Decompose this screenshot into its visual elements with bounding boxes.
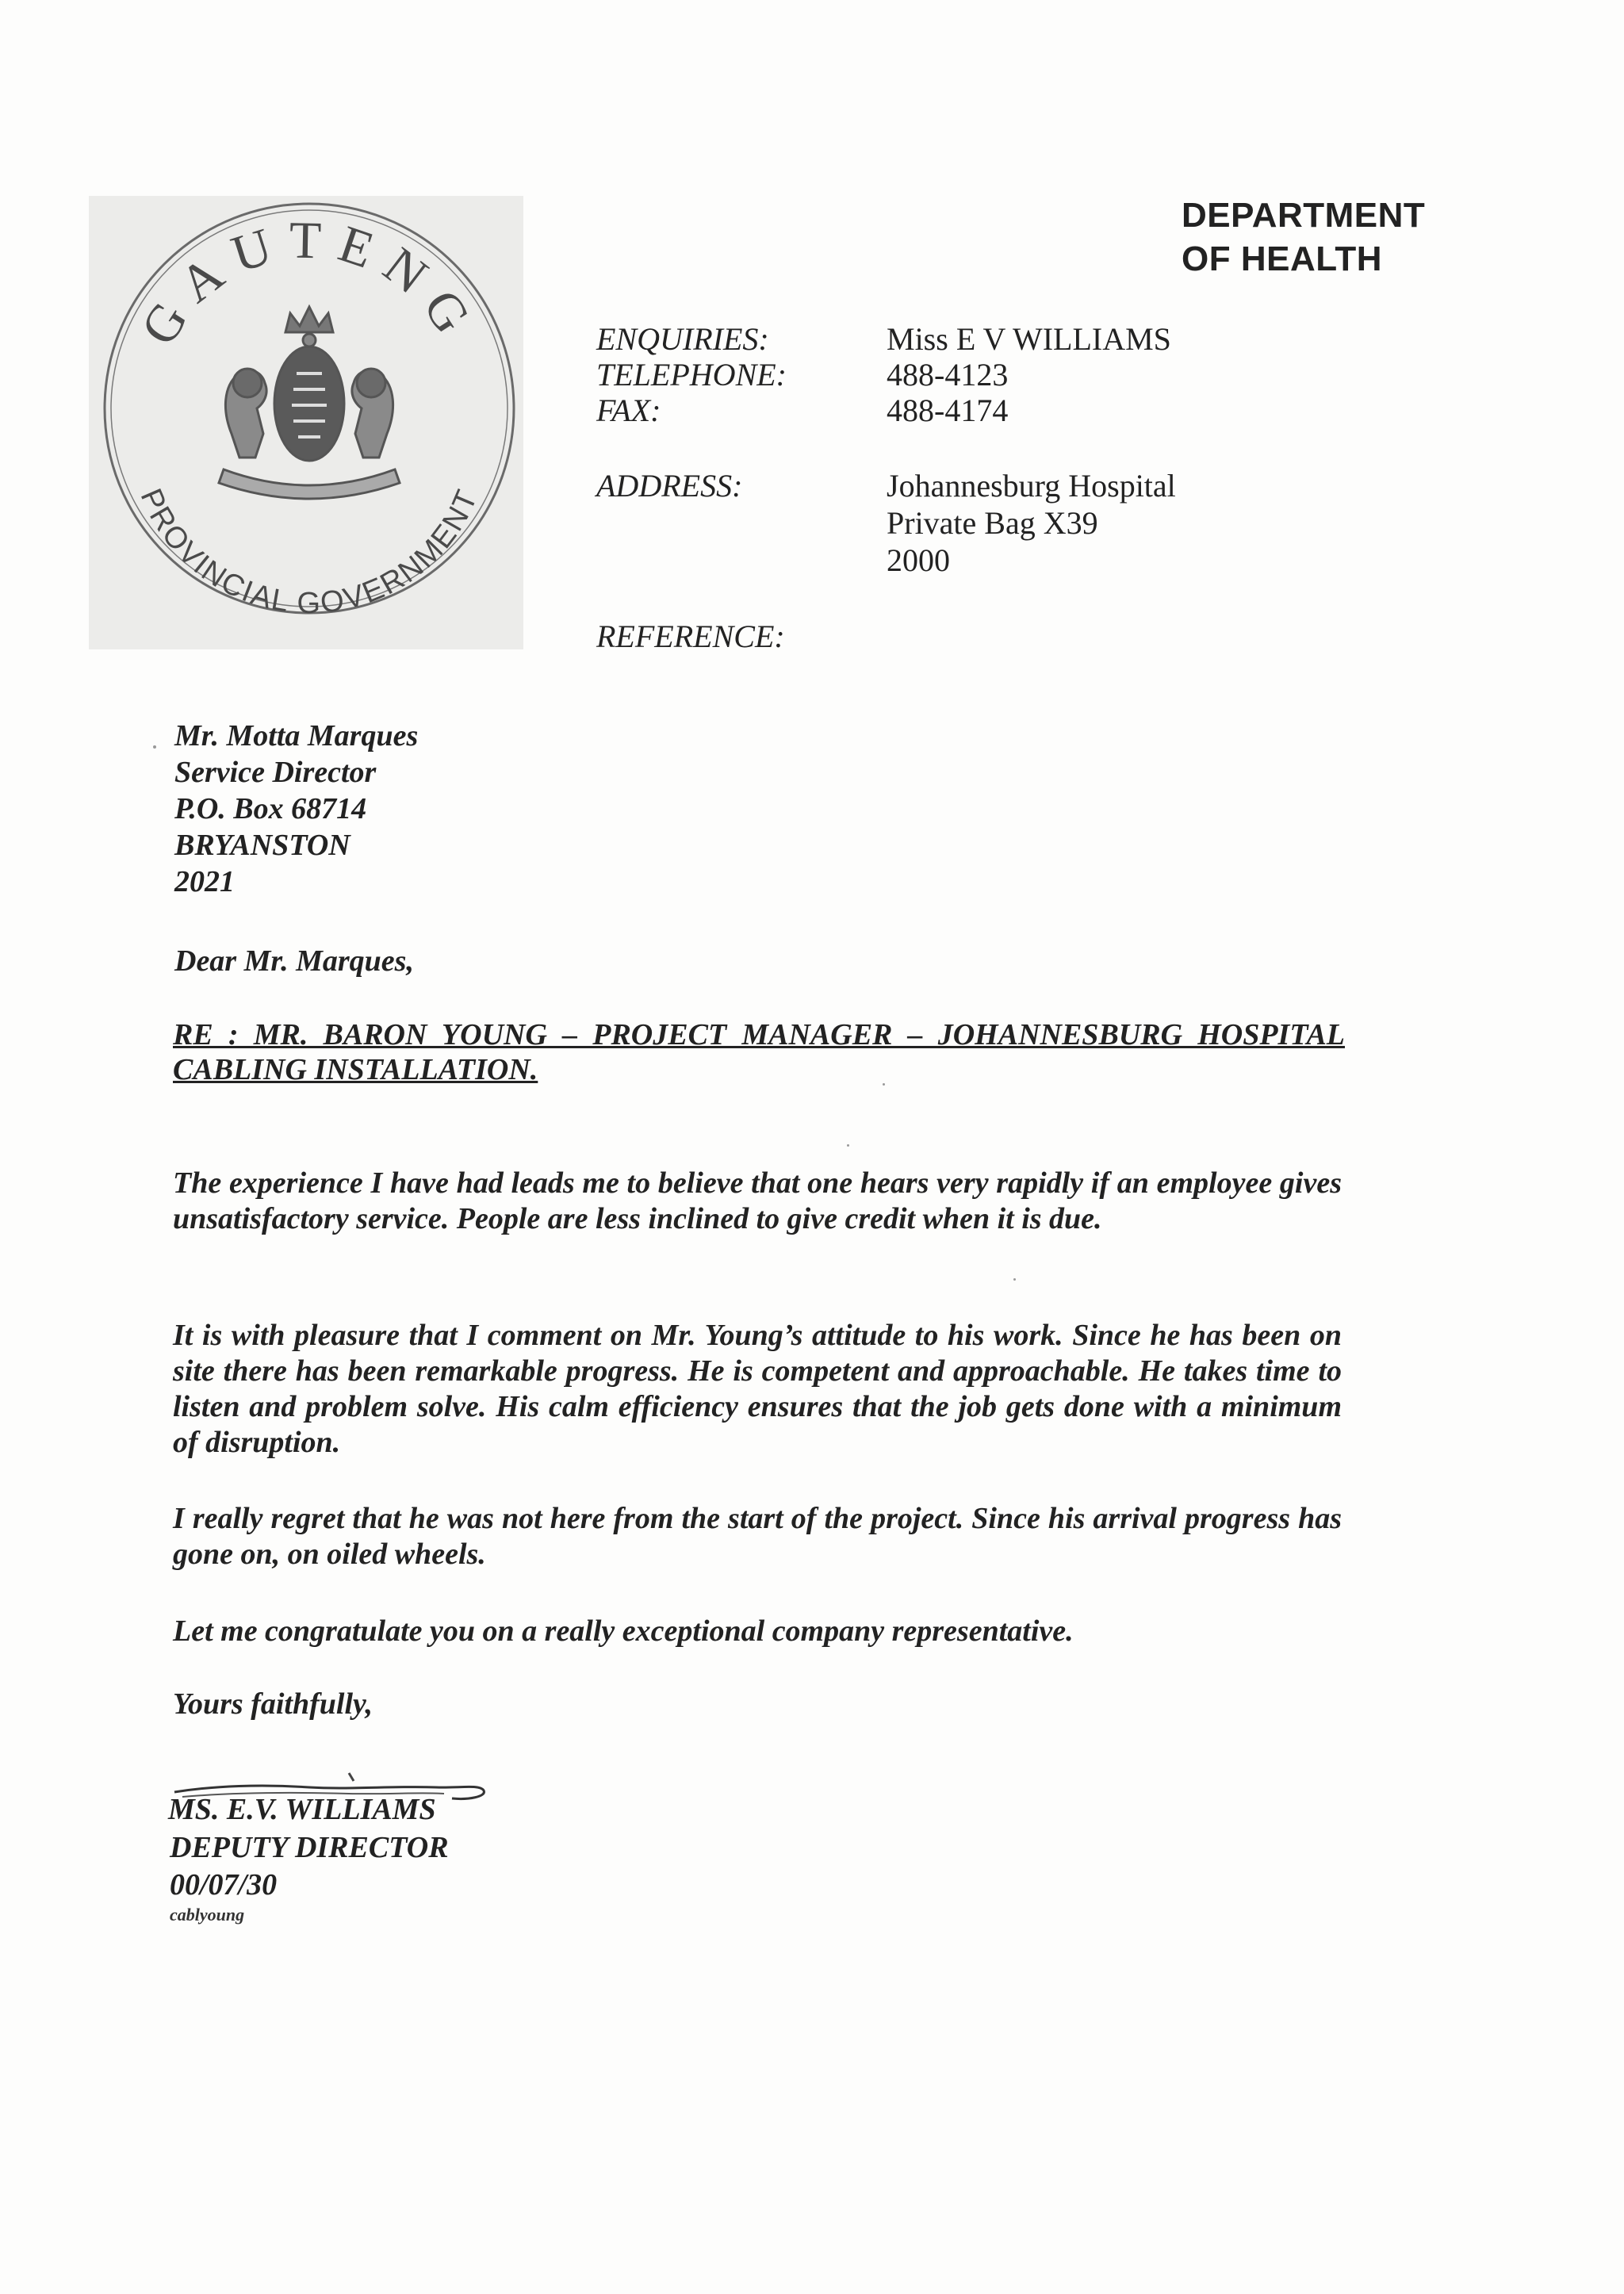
enquiries-value: Miss E V WILLIAMS [887, 321, 1171, 357]
body-paragraph-1: The experience I have had leads me to believe that one hears very rapidly if an employee gives unsatisfactory service. People are less inclined to give credit when it is due. [173, 1166, 1342, 1235]
file-reference: cablyoung [170, 1905, 245, 1924]
recipient-line: Service Director [174, 756, 377, 789]
body-paragraph-2: It is with pleasure that I comment on Mr. Young’s attitude to his work. Since he has been on site there has been remarkable progress. He is competent and approachable. He takes time to listen and problem solve. His calm efficiency ensures that the job gets done with a minimum of disruption. [173, 1319, 1342, 1459]
signatory-name: MS. E.V. WILLIAMS [168, 1793, 436, 1826]
gauteng-provincial-seal [89, 196, 523, 649]
scan-speck [1013, 1278, 1016, 1281]
svg-text:PROVINCIAL GOVERNMENT [134, 484, 485, 620]
reference-label: REFERENCE: [596, 618, 785, 654]
seal-emblem-icon [89, 196, 523, 649]
closing: Yours faithfully, [173, 1687, 373, 1721]
body-paragraph-3: I really regret that he was not here from the start of the project. Since his arrival progress has gone on, on oiled wheels. [173, 1502, 1342, 1571]
salutation: Dear Mr. Marques, [174, 944, 414, 978]
department-heading [1182, 193, 1425, 281]
scan-speck [847, 1144, 849, 1147]
recipient-line: 2021 [174, 865, 235, 898]
subject-line: RE : MR. BARON YOUNG – PROJECT MANAGER – JOHANNESBURG HOSPITAL CABLING INSTALLATION. [173, 1018, 1345, 1086]
department-line-2: OF HEALTH [1182, 239, 1382, 278]
department-line-1: DEPARTMENT [1182, 196, 1426, 235]
address-line-3: 2000 [887, 542, 950, 578]
recipient-address [174, 718, 418, 900]
recipient-line: BRYANSTON [174, 829, 350, 862]
address-line-2: Private Bag X39 [887, 505, 1098, 541]
seal-bottom-text: PROVINCIAL GOVERNMENT [133, 484, 485, 621]
enquiries-label: ENQUIRIES: [596, 321, 769, 357]
scan-speck [153, 745, 156, 749]
body-paragraph-4: Let me congratulate you on a really exceptional company representative. [173, 1614, 1074, 1648]
seal-top-text: GAUTENG [129, 211, 489, 355]
signatory-title: DEPUTY DIRECTOR [170, 1831, 449, 1864]
recipient-line: P.O. Box 68714 [174, 792, 367, 825]
fax-label: FAX: [596, 393, 661, 428]
telephone-label: TELEPHONE: [596, 357, 787, 393]
telephone-value: 488-4123 [887, 357, 1009, 393]
scan-speck [883, 1083, 885, 1086]
address-line-1: Johannesburg Hospital [887, 468, 1176, 504]
letter-date: 00/07/30 [170, 1868, 278, 1901]
fax-value: 488-4174 [887, 393, 1009, 428]
address-label: ADDRESS: [596, 468, 743, 504]
recipient-line: Mr. Motta Marques [174, 719, 419, 753]
